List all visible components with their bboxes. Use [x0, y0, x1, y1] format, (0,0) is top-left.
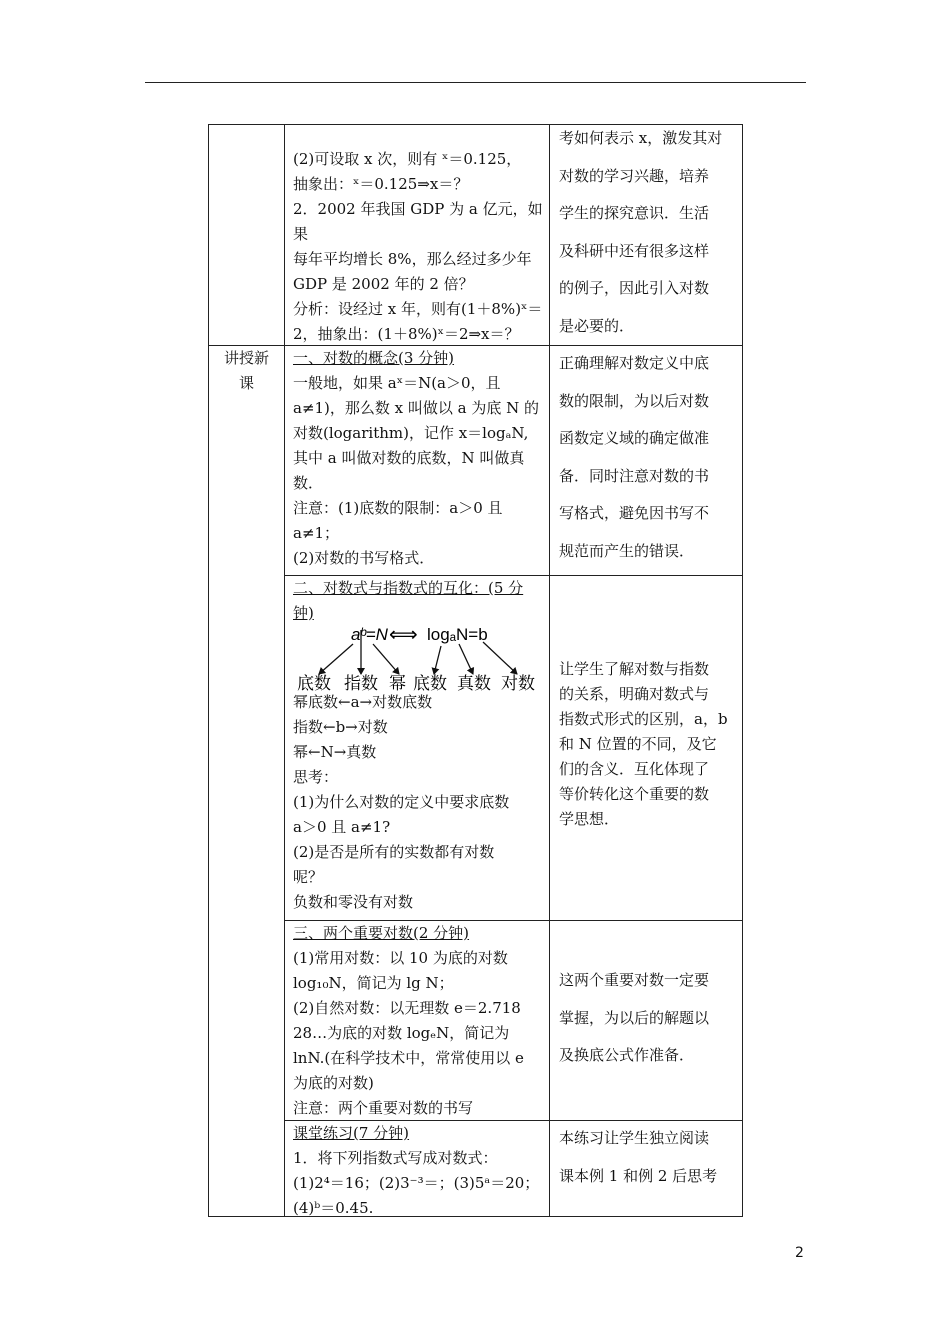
text-line: 学生的探究意识．生活	[559, 204, 710, 222]
diagram-label: 真数	[457, 674, 491, 694]
text-line: 这两个重要对数一定要	[559, 971, 710, 989]
row3-heading	[293, 576, 545, 626]
text-line: a≠1)，那么数 x 叫做以 a 为底 N 的	[293, 399, 540, 417]
text-line: 数．	[293, 474, 324, 492]
text-line: 幂←N→真数	[293, 743, 377, 761]
row2-middle-cell	[293, 346, 545, 571]
text-line: 思考：	[293, 768, 339, 786]
row5-middle-cell	[293, 1121, 545, 1221]
text-line: 规范而产生的错误．	[559, 541, 695, 560]
col-divider-1	[284, 125, 285, 1216]
text-line: 抽象出：ˣ＝0.125⇒x＝？	[293, 175, 469, 193]
arrow-to-log-base	[434, 646, 441, 674]
header-rule	[145, 82, 806, 83]
text-line: 的关系，明确对数式与	[559, 685, 710, 703]
text-line: 的例子，因此引入对数	[559, 279, 710, 297]
section-heading: 三、两个重要对数(2 分钟)	[293, 924, 470, 942]
text-line: 28…为底的对数 logₑN，简记为	[293, 1024, 510, 1042]
section-heading: 二、对数式与指数式的互化：(5 分	[293, 579, 524, 597]
arrow-to-power	[373, 644, 399, 674]
text-line: 指数式形式的区别，a，b	[559, 710, 728, 728]
text-line: lnN.(在科学技术中，常常使用以 e	[293, 1049, 524, 1067]
text-line: 2．2002 年我国 GDP 为 a 亿元，如果	[293, 200, 543, 243]
text-line: 幂底数←a→对数底数	[293, 693, 433, 711]
text-line: (1)2⁴＝16；(2)3⁻³＝；(3)5ᵃ＝20；	[293, 1174, 540, 1192]
text-line: (1)常用对数：以 10 为底的对数	[293, 949, 508, 967]
col-divider-2	[549, 125, 550, 1216]
text-line: 本练习让学生独立阅读	[559, 1129, 710, 1147]
row1-middle-cell	[293, 147, 543, 347]
text-line: 及科研中还有很多这样	[559, 241, 710, 260]
text-line: 其中 a 叫做对数的底数，N 叫做真	[293, 449, 525, 467]
text-line: 注意：(1)底数的限制：a＞0 且	[293, 499, 503, 517]
arrow-to-antilog	[459, 644, 473, 674]
diagram-left-formula: aᵇ=N	[351, 625, 388, 644]
section-heading: 课堂练习(7 分钟)	[293, 1124, 410, 1142]
text-line: 是必要的．	[559, 316, 635, 335]
text-line: a≠1；	[293, 524, 340, 542]
diagram-label: 幂	[389, 674, 406, 694]
diagram-label: 指数	[344, 674, 378, 694]
section-label-line: 讲授新	[223, 349, 269, 367]
text-line: 等价转化这个重要的数	[559, 785, 710, 803]
text-line: 考如何表示 x，激发其对	[559, 129, 723, 147]
text-line: 写格式，避免因书写不	[559, 504, 710, 522]
section-label	[209, 346, 284, 396]
section-heading: 一、对数的概念(3 分钟)	[293, 349, 455, 367]
text-line: (2)自然对数：以无理数 e＝2.718	[293, 999, 521, 1017]
text-line: GDP 是 2002 年的 2 倍？	[293, 275, 474, 293]
text-line: 正确理解对数定义中底	[559, 354, 710, 372]
section-label-line: 课	[238, 374, 254, 392]
text-line: 1．将下列指数式写成对数式：	[293, 1149, 498, 1167]
text-line: 负数和零没有对数	[293, 893, 414, 911]
text-line: 呢？	[293, 868, 324, 886]
text-line: 指数←b→对数	[293, 718, 388, 736]
text-line: 学思想．	[559, 810, 620, 828]
text-line: (2)对数的书写格式．	[293, 549, 435, 567]
text-line: 为底的对数)	[293, 1074, 374, 1092]
row4-middle-cell	[293, 921, 545, 1121]
row3-middle-cell	[293, 690, 545, 915]
text-line: 和 N 位置的不同，及它	[559, 735, 717, 753]
text-line: 对数(logarithm)，记作 x＝logₐN,	[293, 424, 529, 442]
text-line: (2)是否是所有的实数都有对数	[293, 843, 495, 861]
arrow-to-logarithm	[483, 642, 517, 674]
diagram-label: 对数	[501, 674, 535, 694]
row1-right-cell	[559, 120, 741, 345]
diagram-label: 底数	[297, 674, 331, 694]
text-line: 注意：两个重要对数的书写	[293, 1099, 474, 1117]
text-line: 备．同时注意对数的书	[559, 466, 710, 485]
text-line: 2，抽象出：(1＋8%)ˣ＝2⇒x＝？	[293, 325, 520, 343]
text-line: 们的含义．互化体现了	[559, 760, 710, 778]
text-line: 课本例 1 和例 2 后思考	[559, 1166, 718, 1185]
row5-right-cell	[559, 1120, 741, 1195]
row2-right-cell	[559, 345, 741, 570]
text-line: 每年平均增长 8%，那么经过多少年	[293, 250, 532, 268]
logarithm-diagram	[293, 622, 545, 694]
text-line: 对数的学习兴趣，培养	[559, 166, 710, 185]
lesson-table	[208, 124, 743, 1217]
text-line: 一般地，如果 aˣ＝N(a＞0，且	[293, 374, 501, 392]
text-line: 让学生了解对数与指数	[559, 660, 710, 678]
text-line: 及换底公式作准备．	[559, 1046, 695, 1064]
page-number: 2	[795, 1245, 804, 1261]
diagram-label: 底数	[413, 674, 447, 694]
text-line: 函数定义域的确定做准	[559, 429, 710, 447]
arrow-to-base	[319, 644, 353, 674]
text-line: 数的限制，为以后对数	[559, 391, 710, 410]
text-line: (2)可设取 x 次，则有 ˣ＝0.125，	[293, 150, 522, 168]
diagram-right-formula: logₐN=b	[427, 625, 488, 644]
text-line: log₁₀N，简记为 lg N；	[293, 974, 454, 992]
text-line: (4)ᵇ＝0.45.	[293, 1199, 374, 1217]
text-line: 掌握，为以后的解题以	[559, 1008, 710, 1027]
row4-right-cell	[559, 962, 741, 1075]
double-arrow-icon: ⟺	[389, 622, 418, 646]
text-line: a＞0 且 a≠1?	[293, 818, 391, 836]
text-line: 分析：设经过 x 年，则有(1＋8%)ˣ＝	[293, 300, 543, 318]
section-heading: 钟)	[293, 604, 314, 622]
row3-right-cell	[559, 657, 741, 832]
text-line: (1)为什么对数的定义中要求底数	[293, 793, 510, 811]
